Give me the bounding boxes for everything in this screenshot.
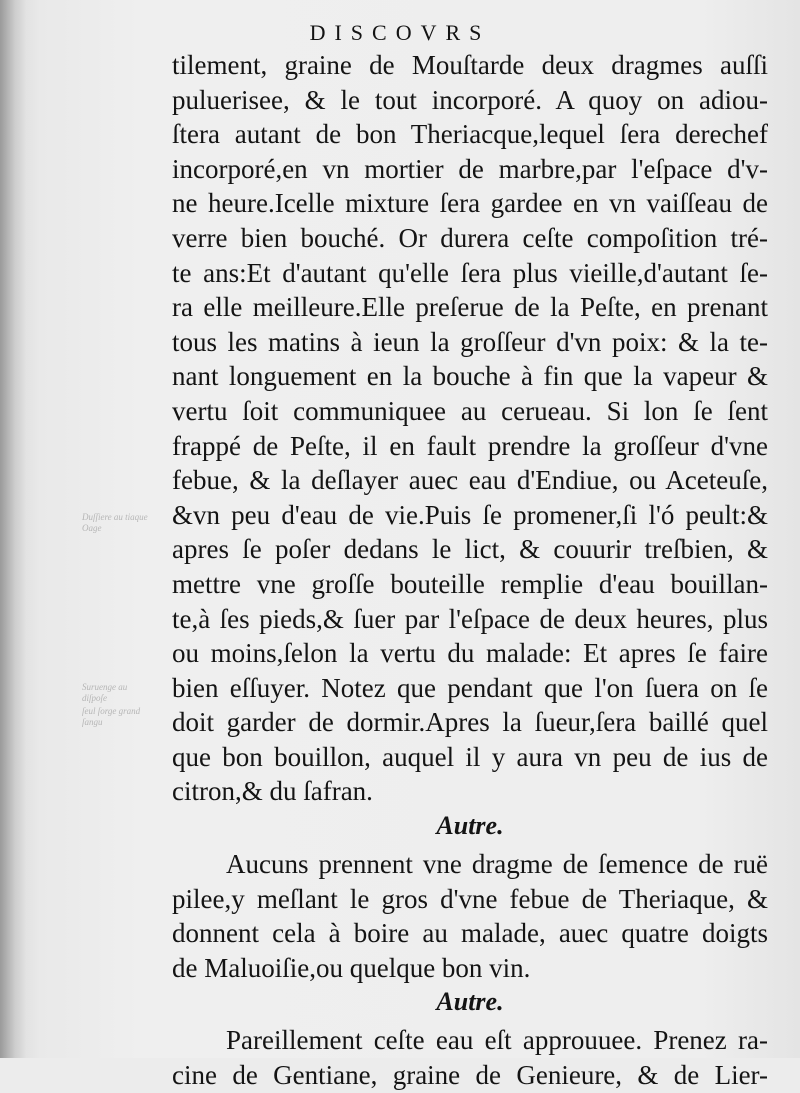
text-line: de Maluoiſie,ou quelque bon vin. (172, 952, 531, 983)
text-line: vertu ſoit communiquee au cerueau. Si lon ſe ſent (172, 395, 768, 426)
text-line: apres ſe poſer dedans le lict, & couurir treſbien, & (172, 534, 768, 565)
text-line: puluerisee, & le tout incorporé. A quoy on adiou- (172, 84, 768, 115)
text-line: que bon bouillon, auquel il y aura vn peu de ius de (172, 741, 768, 772)
text-line: frappé de Peſte, il en fault prendre la groſſeur d'vne (172, 430, 768, 461)
text-line: pilee,y meſlant le gros d'vne febue de Theriaque, & (172, 883, 768, 914)
text-line: citron,& du ſafran. (172, 776, 373, 807)
text-line: te,à ſes pieds,& ſuer par l'eſpace de deux heures, plus (172, 603, 768, 634)
section-heading: Autre. (436, 811, 504, 841)
paragraph-2 (172, 847, 768, 985)
margin-note: Duſſiere au tiaque Oage (82, 512, 148, 533)
text-line: doit garder de dormir.Apres la ſueur,ſera baillé quel (172, 707, 768, 738)
text-line: tilement, graine de Mouſtarde deux dragmes auſſi (172, 50, 768, 80)
text-line: bien eſſuyer. Notez que pendant que l'on ſuera on ſe (172, 672, 768, 703)
text-line: &vn peu d'eau de vie.Puis ſe promener,ſi l'ó peult:& (172, 499, 768, 530)
margin-note: ſeul ſorge grand ſangu (82, 706, 141, 727)
running-head: DISCOVRS (309, 20, 491, 45)
text-line: Pareillement ceſte eau eſt approuuee. Prenez ra- (226, 1025, 768, 1056)
text-line: cine de Gentiane, graine de Genieure, & de Lier- (172, 1060, 768, 1091)
text-line: ne heure.Icelle mixture ſera gardee en vn vaiſſeau de (172, 188, 768, 219)
paragraph-3 (172, 1023, 768, 1092)
text-line: ſtera autant de bon Theriacque,lequel ſera derechef (172, 119, 768, 150)
text-line: donnent cela à boire au malade, auec quatre doigts (172, 918, 768, 949)
text-line: nant longuement en la bouche à fin que la vapeur & (172, 361, 768, 392)
margin-note: Suruenge au diſpoſe (82, 682, 128, 703)
text-line: febue, & la deſlayer auec eau d'Endiue, ou Aceteuſe, (172, 465, 768, 496)
text-line: tous les matins à ieun la groſſeur d'vn poix: & la te- (172, 326, 768, 357)
text-line: te ans:Et d'autant qu'elle ſera plus vieille,d'autant ſe- (172, 257, 768, 288)
paragraph-1 (172, 48, 768, 809)
text-line: ou moins,ſelon la vertu du malade: Et apres ſe faire (172, 638, 768, 669)
page-gutter-shadow (0, 0, 26, 1058)
text-line: incorporé,en vn mortier de marbre,par l'eſpace d'v- (172, 153, 768, 184)
body-text (172, 48, 768, 1093)
section-heading: Autre. (436, 987, 504, 1017)
text-line: mettre vne groſſe bouteille remplie d'eau bouillan- (172, 568, 768, 599)
text-line: verre bien bouché. Or durera ceſte compoſition tré- (172, 222, 768, 253)
text-line: ra elle meilleure.Elle preſerue de la Peſte, en prenant (172, 292, 768, 323)
text-line: Aucuns prennent vne dragme de ſemence de ruë (226, 849, 768, 880)
